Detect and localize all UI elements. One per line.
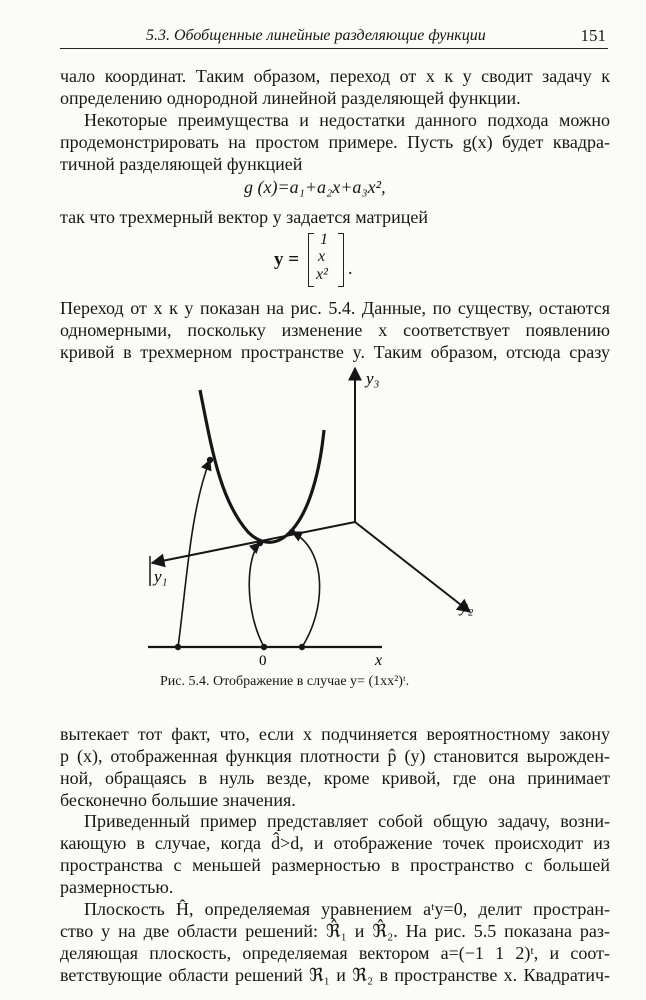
text-line: ветствующие области решений ℜ₁ и ℜ₂ в пространстве x. Квадратич- <box>60 965 610 985</box>
text-line: пространства с меньшей размерностью в пространство с большей <box>60 855 610 875</box>
figure-caption: Рис. 5.4. Отображение в случае y= (1xx²)ᵗ. <box>160 674 410 689</box>
text-line: тичной разделяющей функцией <box>60 154 303 174</box>
text-line: чало координат. Таким образом, переход от x к y сводит задачу к <box>60 66 610 86</box>
text-line: бесконечно большие значения. <box>60 790 296 810</box>
text-line: кающую в случае, когда d̂>d, и отображение точек происходит из <box>60 833 610 853</box>
page-number: 151 <box>580 26 606 45</box>
curve-point <box>207 457 213 463</box>
origin-label: 0 <box>259 653 267 669</box>
x-label: x <box>375 652 383 669</box>
text-line: Переход от x к y показан на рис. 5.4. Данные, по существу, остаются <box>60 298 610 318</box>
text-line: ной, обращаясь в нуль везде, кроме кривой, где она принимает <box>60 768 610 788</box>
text-line: продемонстрировать на простом примере. Пусть g(x) будет квадра- <box>60 132 610 152</box>
section-title: 5.3. Обобщенные линейные разделяющие функции <box>146 27 486 44</box>
right-bracket <box>338 233 344 287</box>
text-line: Плоскость Ĥ, определяемая уравнением aᵗy=0, делит простран- <box>84 899 610 919</box>
y1-label: y₁ <box>154 567 168 586</box>
figure-5-4 <box>130 360 530 680</box>
data-point <box>175 644 181 650</box>
text-line: определению однородной линейной разделяющей функции. <box>60 88 521 108</box>
text-line: p (x), отображенная функция плотности p̂ (y) становится вырожден- <box>60 746 610 766</box>
text-line: вытекает тот факт, что, если x подчиняется вероятностному закону <box>60 724 610 744</box>
text-line: кривой в трехмерном пространстве y. Таким образом, отсюда сразу <box>60 342 610 362</box>
vector-lhs: y = <box>274 249 300 270</box>
text-line: размерностью. <box>60 877 174 897</box>
text-line: ство y на две области решений: ℜ̂₁ и ℜ̂₂. На рис. 5.5 показана раз- <box>60 921 610 941</box>
text-line: деляющая плоскость, определяемая вектором a=(−1 1 2)ᵗ, и соот- <box>60 943 610 963</box>
quadratic-formula: g (x)=a₁+a₂x+a₃x², <box>244 177 386 197</box>
vector-period: . <box>348 258 353 278</box>
left-bracket <box>308 233 314 287</box>
text-line: так что трехмерный вектор y задается матрицей <box>60 207 428 227</box>
text-line: Некоторые преимущества и недостатки данного подхода можно <box>84 110 610 130</box>
data-point <box>299 644 305 650</box>
text-line: одномерными, поскольку изменение x соответствует появлению <box>60 320 610 340</box>
curve-point <box>289 529 295 535</box>
mapped-curve <box>200 390 324 542</box>
running-header <box>60 24 608 49</box>
y3-label: y₃ <box>366 369 380 388</box>
vector-entry: x² <box>316 266 328 283</box>
data-point <box>261 644 267 650</box>
y1-axis <box>152 522 355 563</box>
vector-entry: x <box>318 248 326 265</box>
vector-entry: 1 <box>320 231 328 248</box>
vector-y <box>270 230 360 292</box>
y2-label: y₂ <box>460 597 474 616</box>
mapping-arrow <box>292 532 320 647</box>
curve-point <box>257 540 263 546</box>
y2-axis <box>355 522 470 612</box>
text-line: Приведенный пример представляет собой общую задачу, возни- <box>84 811 610 831</box>
mapping-arrow <box>249 543 264 647</box>
